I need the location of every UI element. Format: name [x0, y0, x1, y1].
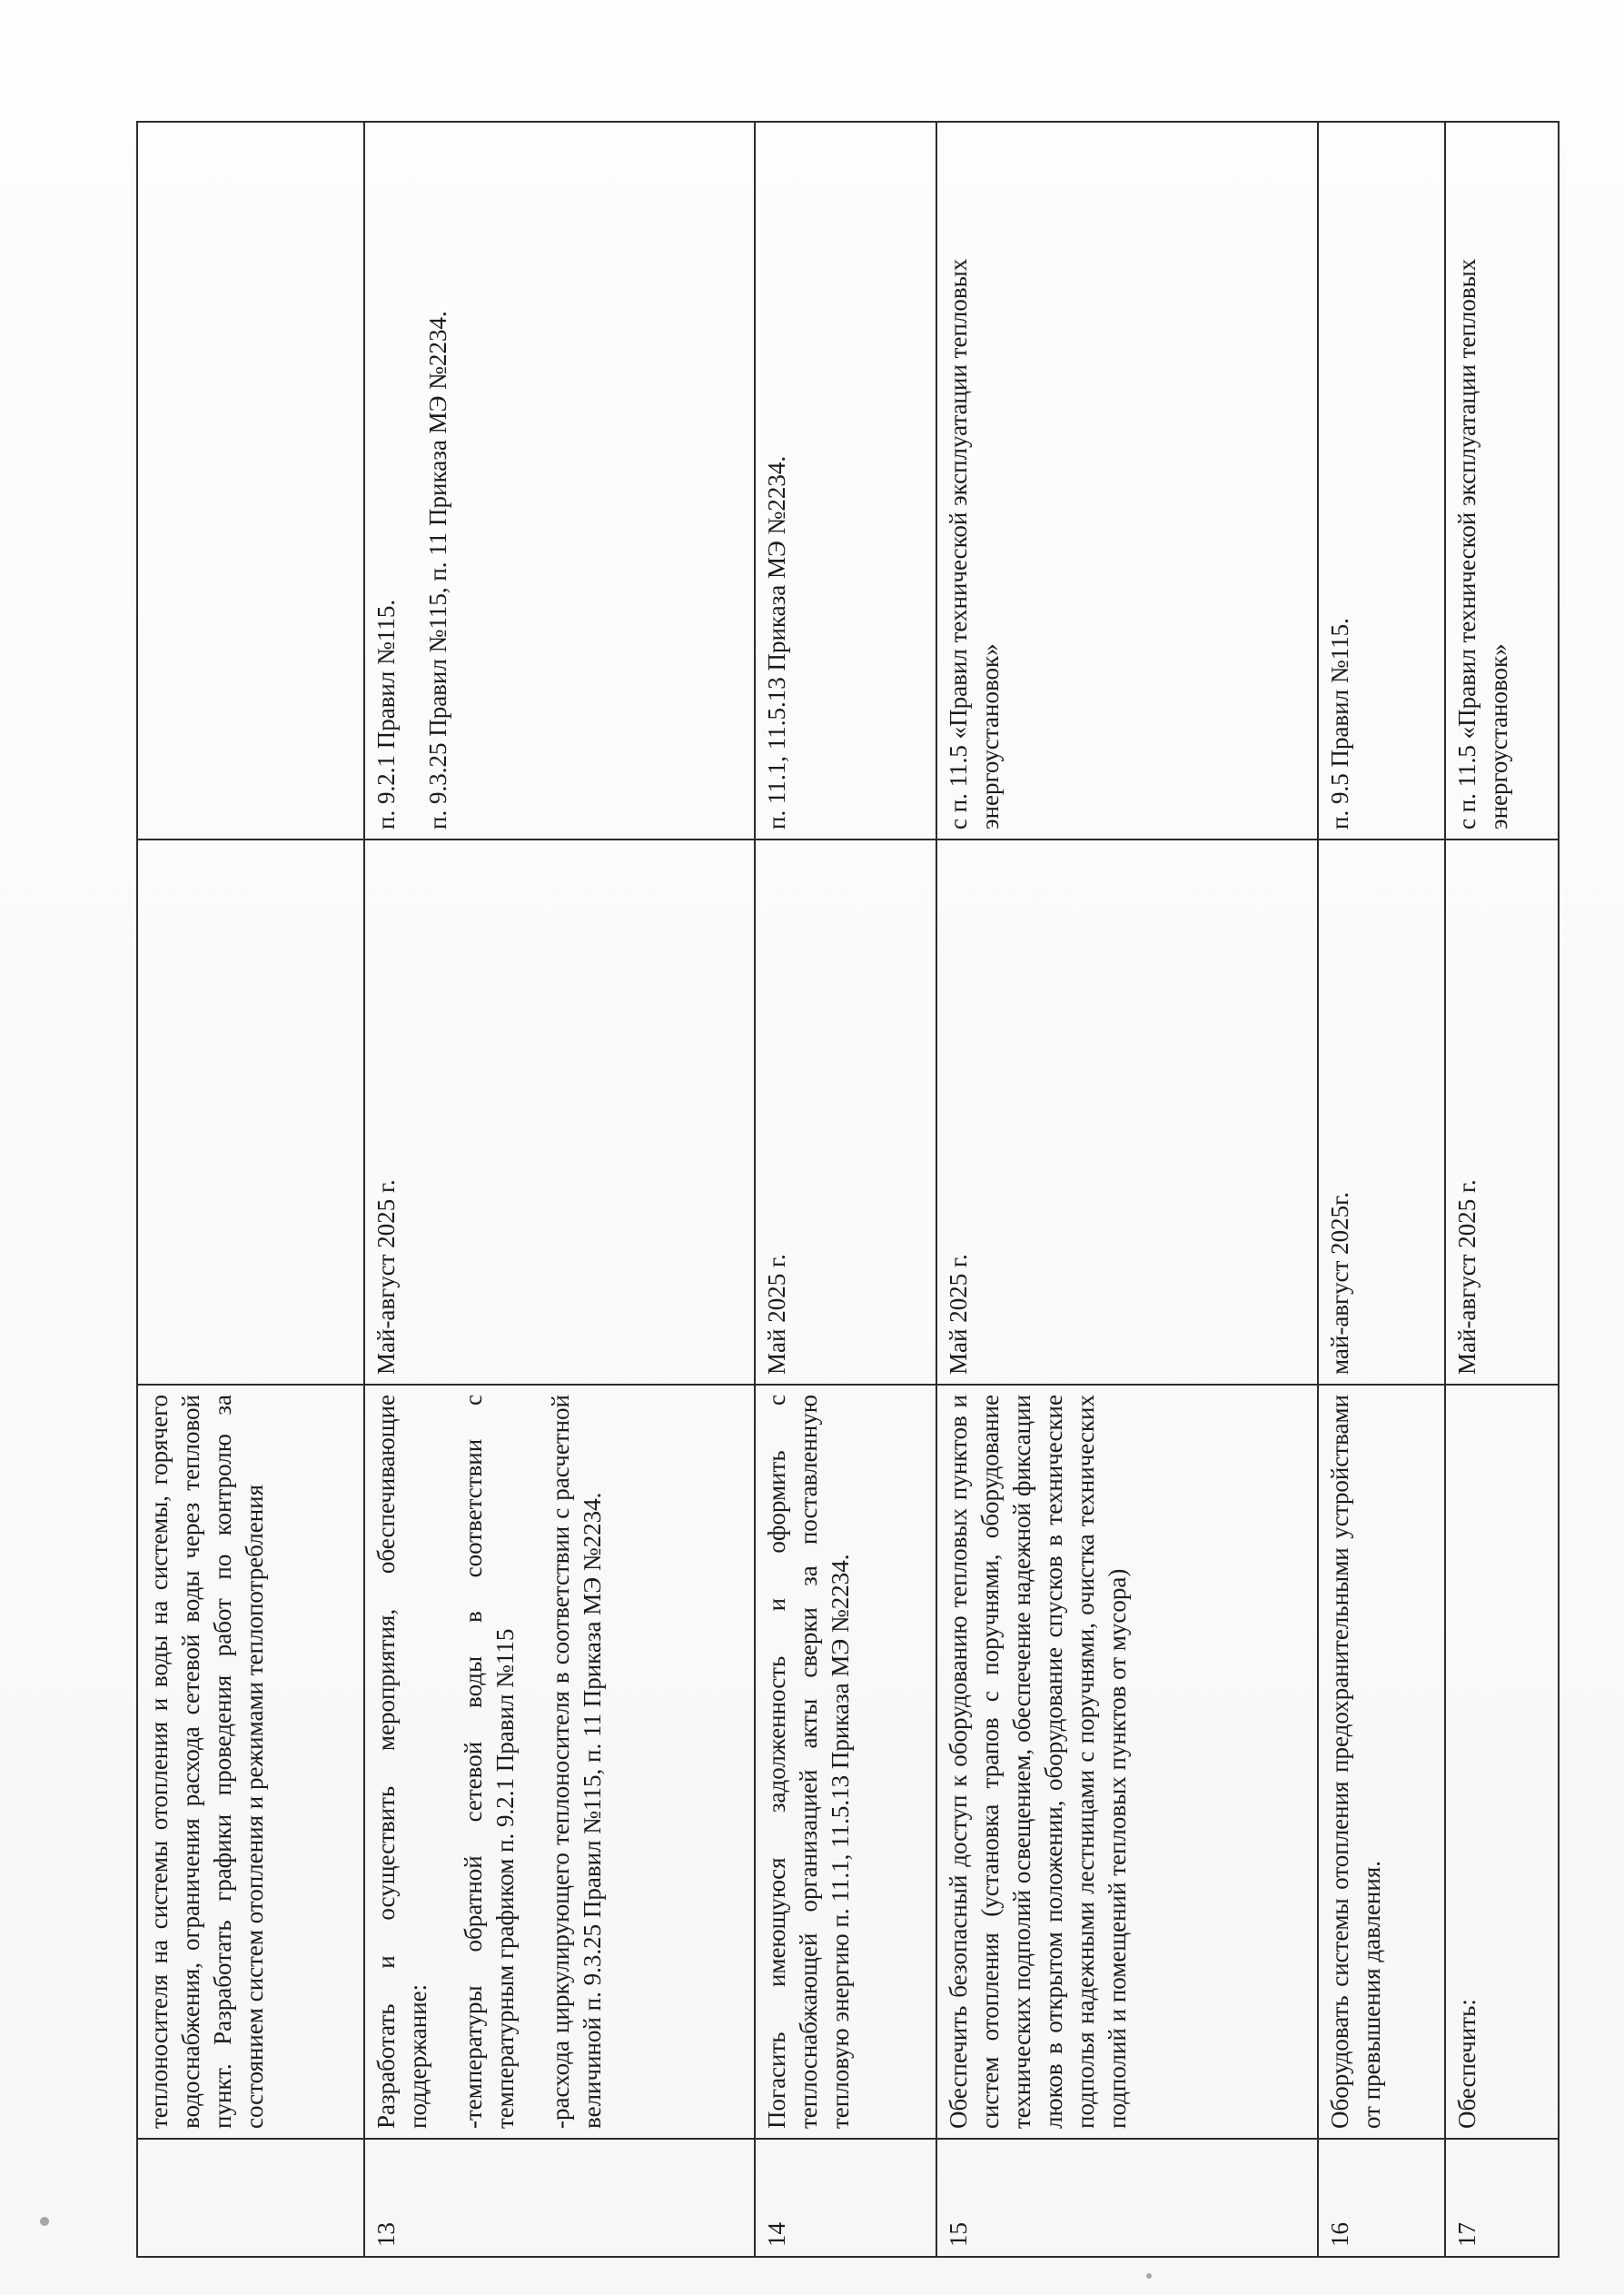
activity-text: Обеспечить безопасный доступ к оборудованию тепловых пунктов и систем отопления (установка трапов с поручнями, оборудование технических подполий освещением, обеспечение надежной фиксации люков в открытом положении, оборудование спусков в технические подполья надежными лестницами с поручнями, очистка технических подполий и помещений тепловых пунктов от мусора)	[945, 1395, 1132, 2129]
table-row	[755, 122, 936, 2257]
activity-cell	[755, 1385, 936, 2139]
basis-text: п. 9.5 Правил №115.	[1326, 618, 1353, 830]
row-number: 17	[1445, 2139, 1559, 2257]
table-row	[1318, 122, 1445, 2257]
row-number: 13	[364, 2139, 755, 2257]
table-row	[1445, 122, 1559, 2257]
basis-text: п. 11.1, 11.5.13 Приказа МЭ №2234.	[763, 455, 790, 830]
basis-cell	[1445, 122, 1559, 840]
activity-text: -расхода циркулирующего теплоносителя в соответствии с расчетной величиной п. 9.3.25 Правил №115, п. 11 Приказа МЭ №2234.	[547, 1395, 607, 2129]
deadline-cell: Май-август 2025 г.	[364, 840, 755, 1385]
deadline-cell: Май-август 2025 г.	[1445, 840, 1559, 1385]
row-number: 15	[936, 2139, 1318, 2257]
activity-text: Обеспечить:	[1453, 1999, 1480, 2129]
activity-text: Разработать и осуществить мероприятия, обеспечивающие поддержание:	[372, 1395, 432, 2129]
row-number: 16	[1318, 2139, 1445, 2257]
basis-text: п. 9.2.1 Правил №115.	[372, 599, 400, 830]
deadline-cell	[137, 840, 364, 1385]
activity-cell	[1445, 1385, 1559, 2139]
deadline-cell: Май 2025 г.	[936, 840, 1318, 1385]
activity-text: Погасить имеющуюся задолженность и оформить с теплоснабжающей организацией акты сверки за поставленную тепловую энергию п. 11.1, 11.5.13 Приказа МЭ №2234.	[763, 1395, 855, 2129]
activity-cell	[137, 1385, 364, 2139]
basis-cell	[137, 122, 364, 840]
basis-text: п. 9.3.25 Правил №115, п. 11 Приказа МЭ №2234.	[424, 311, 452, 830]
activity-cell	[364, 1385, 755, 2139]
table-row	[364, 122, 755, 2257]
deadline-cell: Май 2025 г.	[755, 840, 936, 1385]
scan-speck	[40, 2217, 49, 2226]
activity-text: теплоносителя на системы отопления и воды на системы, горячего водоснабжения, ограничения расхода сетевой воды через тепловой пункт. Разработать графики проведения работ по контролю за состоянием систем отопления и режимами теплопотребления	[145, 1395, 269, 2129]
activity-cell	[936, 1385, 1318, 2139]
basis-cell	[936, 122, 1318, 840]
table-row	[936, 122, 1318, 2257]
activity-text: Оборудовать системы отопления предохранительными устройствами от превышения давления.	[1326, 1395, 1386, 2129]
deadline-cell: май-август 2025г.	[1318, 840, 1445, 1385]
basis-cell	[364, 122, 755, 840]
basis-text: с п. 11.5 «Правил технической эксплуатации тепловых энергоустановок»	[945, 258, 1005, 830]
measures-table	[136, 121, 1560, 2258]
row-number: 14	[755, 2139, 936, 2257]
rotated-table-wrapper	[136, 123, 1558, 2258]
activity-cell	[1318, 1385, 1445, 2139]
row-number	[137, 2139, 364, 2257]
table-row	[137, 122, 364, 2257]
basis-cell	[1318, 122, 1445, 840]
activity-text: -температуры обратной сетевой воды в соответствии с температурным графиком п. 9.2.1 Правил №115	[460, 1395, 520, 2129]
basis-text: с п. 11.5 «Правил технической эксплуатации тепловых энергоустановок»	[1453, 258, 1513, 830]
scan-speck	[1146, 2273, 1152, 2279]
basis-cell	[755, 122, 936, 840]
